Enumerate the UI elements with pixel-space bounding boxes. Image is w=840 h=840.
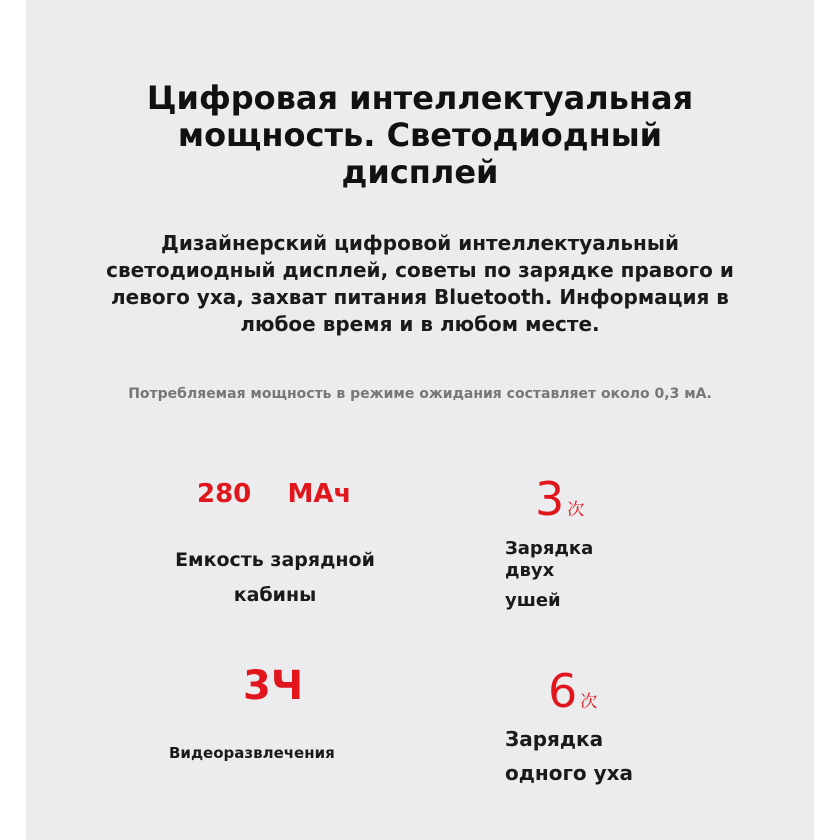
both-ears-label-line: Зарядка — [505, 538, 594, 559]
description-line: светодиодный дисплей, советы по зарядке правого и — [106, 258, 734, 282]
both-ears-number: 3 — [535, 472, 565, 526]
title-line: мощность. Светодиодный — [177, 116, 663, 154]
title-line: дисплей — [341, 153, 499, 191]
both-ears-count — [535, 472, 585, 526]
standby-note: Потребляемая мощность в режиме ожидания составляет около 0,3 мА. — [128, 386, 712, 402]
one-ear-suffix: 次 — [580, 692, 598, 712]
one-ear-label-line: одного уха — [505, 761, 634, 785]
capacity-value: 280 МАч — [197, 479, 352, 509]
one-ear-number: 6 — [548, 664, 578, 718]
title-line: Цифровая интеллектуальная — [146, 79, 694, 117]
one-ear-count — [548, 664, 598, 718]
feature-description — [0, 230, 840, 338]
one-ear-label — [505, 722, 633, 790]
video-hours-value: 3Ч — [243, 663, 304, 709]
description-line: любое время и в любом месте. — [240, 312, 600, 336]
both-ears-label-line: ушей — [505, 590, 561, 611]
one-ear-label-line: Зарядка — [505, 727, 604, 751]
capacity-label — [160, 543, 390, 613]
both-ears-label-line: двух — [505, 560, 555, 581]
capacity-label-line: кабины — [233, 584, 317, 606]
video-label: Видеоразвлечения — [169, 744, 335, 762]
description-line: левого уха, захват питания Bluetooth. Информация в — [111, 285, 729, 309]
both-ears-suffix: 次 — [567, 500, 585, 520]
page-title — [0, 80, 840, 191]
capacity-label-line: Емкость зарядной — [175, 549, 375, 571]
description-line: Дизайнерский цифровой интеллектуальный — [161, 231, 679, 255]
both-ears-label — [505, 538, 593, 612]
